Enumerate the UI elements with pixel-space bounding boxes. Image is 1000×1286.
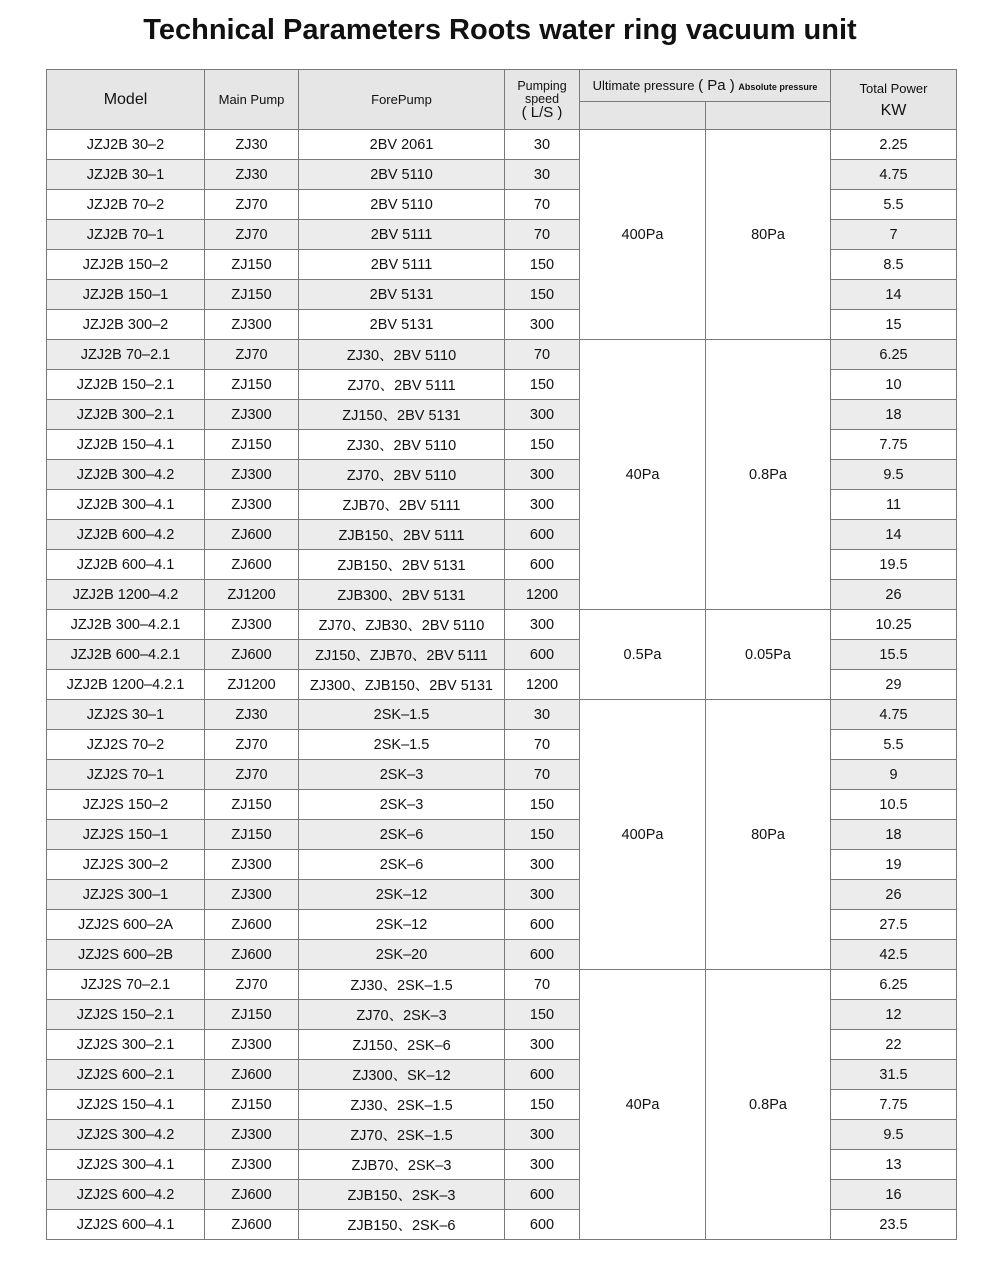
cell-pumping-speed: 600 xyxy=(505,1060,580,1090)
cell-main-pump: ZJ600 xyxy=(205,940,299,970)
cell-main-pump: ZJ300 xyxy=(205,1120,299,1150)
cell-pumping-speed: 300 xyxy=(505,310,580,340)
cell-fore-pump: ZJ150、2SK–6 xyxy=(299,1030,505,1060)
cell-total-power: 10.5 xyxy=(831,790,957,820)
cell-model: JZJ2S 150–4.1 xyxy=(47,1090,205,1120)
cell-main-pump: ZJ30 xyxy=(205,700,299,730)
cell-fore-pump: ZJ300、SK–12 xyxy=(299,1060,505,1090)
cell-fore-pump: ZJ70、2SK–3 xyxy=(299,1000,505,1030)
cell-model: JZJ2S 300–2.1 xyxy=(47,1030,205,1060)
cell-model: JZJ2B 600–4.2 xyxy=(47,520,205,550)
cell-main-pump: ZJ150 xyxy=(205,250,299,280)
cell-ultimate-pressure: 0.5Pa xyxy=(580,610,706,700)
cell-main-pump: ZJ150 xyxy=(205,820,299,850)
cell-main-pump: ZJ70 xyxy=(205,730,299,760)
cell-fore-pump: ZJ70、ZJB30、2BV 5110 xyxy=(299,610,505,640)
cell-fore-pump: 2SK–3 xyxy=(299,790,505,820)
cell-pumping-speed: 150 xyxy=(505,370,580,400)
table-row xyxy=(47,700,957,730)
cell-main-pump: ZJ600 xyxy=(205,550,299,580)
cell-absolute-pressure: 0.8Pa xyxy=(706,970,831,1240)
cell-fore-pump: ZJB150、2BV 5111 xyxy=(299,520,505,550)
cell-total-power: 9.5 xyxy=(831,1120,957,1150)
cell-pumping-speed: 300 xyxy=(505,850,580,880)
cell-pumping-speed: 150 xyxy=(505,820,580,850)
cell-pumping-speed: 300 xyxy=(505,400,580,430)
cell-absolute-pressure: 0.8Pa xyxy=(706,340,831,610)
cell-pumping-speed: 600 xyxy=(505,1210,580,1240)
cell-main-pump: ZJ150 xyxy=(205,790,299,820)
cell-fore-pump: 2SK–12 xyxy=(299,910,505,940)
cell-total-power: 19 xyxy=(831,850,957,880)
cell-pumping-speed: 70 xyxy=(505,340,580,370)
cell-total-power: 9 xyxy=(831,760,957,790)
cell-fore-pump: 2SK–1.5 xyxy=(299,700,505,730)
cell-fore-pump: 2SK–6 xyxy=(299,820,505,850)
cell-fore-pump: 2SK–20 xyxy=(299,940,505,970)
cell-main-pump: ZJ300 xyxy=(205,460,299,490)
cell-main-pump: ZJ300 xyxy=(205,490,299,520)
table-row xyxy=(47,970,957,1000)
cell-absolute-pressure: 80Pa xyxy=(706,130,831,340)
header-main-pump: Main Pump xyxy=(205,70,299,130)
table-row xyxy=(47,610,957,640)
cell-pumping-speed: 70 xyxy=(505,760,580,790)
header-ultimate-pressure: Ultimate pressure xyxy=(592,78,695,93)
cell-main-pump: ZJ600 xyxy=(205,640,299,670)
cell-total-power: 29 xyxy=(831,670,957,700)
cell-fore-pump: ZJ300、ZJB150、2BV 5131 xyxy=(299,670,505,700)
cell-fore-pump: 2SK–1.5 xyxy=(299,730,505,760)
cell-pumping-speed: 30 xyxy=(505,160,580,190)
cell-total-power: 10 xyxy=(831,370,957,400)
cell-main-pump: ZJ300 xyxy=(205,880,299,910)
cell-total-power: 26 xyxy=(831,880,957,910)
cell-total-power: 19.5 xyxy=(831,550,957,580)
cell-fore-pump: 2BV 2061 xyxy=(299,130,505,160)
cell-main-pump: ZJ70 xyxy=(205,220,299,250)
cell-main-pump: ZJ1200 xyxy=(205,580,299,610)
cell-total-power: 26 xyxy=(831,580,957,610)
cell-model: JZJ2S 600–4.1 xyxy=(47,1210,205,1240)
cell-model: JZJ2B 150–2 xyxy=(47,250,205,280)
cell-ultimate-pressure: 400Pa xyxy=(580,130,706,340)
cell-main-pump: ZJ300 xyxy=(205,310,299,340)
cell-pumping-speed: 70 xyxy=(505,190,580,220)
cell-main-pump: ZJ150 xyxy=(205,430,299,460)
cell-model: JZJ2B 150–2.1 xyxy=(47,370,205,400)
cell-pumping-speed: 30 xyxy=(505,130,580,160)
cell-fore-pump: ZJ70、2BV 5110 xyxy=(299,460,505,490)
cell-fore-pump: ZJB150、2SK–3 xyxy=(299,1180,505,1210)
header-speed-line2: speed xyxy=(524,92,560,106)
cell-main-pump: ZJ30 xyxy=(205,130,299,160)
table-header xyxy=(47,70,957,130)
cell-pumping-speed: 300 xyxy=(505,490,580,520)
cell-total-power: 10.25 xyxy=(831,610,957,640)
cell-total-power: 16 xyxy=(831,1180,957,1210)
cell-model: JZJ2S 600–2B xyxy=(47,940,205,970)
cell-main-pump: ZJ300 xyxy=(205,850,299,880)
cell-pumping-speed: 150 xyxy=(505,1090,580,1120)
cell-absolute-pressure: 0.05Pa xyxy=(706,610,831,700)
header-speed-line1: Pumping xyxy=(517,79,567,93)
cell-pumping-speed: 600 xyxy=(505,1180,580,1210)
cell-total-power: 7.75 xyxy=(831,1090,957,1120)
cell-main-pump: ZJ300 xyxy=(205,610,299,640)
cell-main-pump: ZJ150 xyxy=(205,280,299,310)
header-total-power xyxy=(831,70,957,130)
cell-main-pump: ZJ70 xyxy=(205,190,299,220)
cell-total-power: 42.5 xyxy=(831,940,957,970)
cell-model: JZJ2S 300–4.2 xyxy=(47,1120,205,1150)
cell-fore-pump: ZJ30、2BV 5110 xyxy=(299,340,505,370)
cell-pumping-speed: 600 xyxy=(505,940,580,970)
cell-total-power: 18 xyxy=(831,820,957,850)
cell-main-pump: ZJ70 xyxy=(205,970,299,1000)
cell-total-power: 12 xyxy=(831,1000,957,1030)
cell-model: JZJ2B 30–2 xyxy=(47,130,205,160)
cell-pumping-speed: 300 xyxy=(505,1120,580,1150)
cell-model: JZJ2B 30–1 xyxy=(47,160,205,190)
cell-pumping-speed: 600 xyxy=(505,640,580,670)
cell-pumping-speed: 300 xyxy=(505,1030,580,1060)
cell-pumping-speed: 70 xyxy=(505,970,580,1000)
cell-fore-pump: 2BV 5131 xyxy=(299,310,505,340)
cell-main-pump: ZJ150 xyxy=(205,370,299,400)
page-title: Technical Parameters Roots water ring vacuum unit xyxy=(143,14,857,46)
cell-main-pump: ZJ600 xyxy=(205,910,299,940)
cell-total-power: 14 xyxy=(831,520,957,550)
cell-ultimate-pressure: 400Pa xyxy=(580,700,706,970)
cell-pumping-speed: 600 xyxy=(505,520,580,550)
cell-model: JZJ2B 600–4.2.1 xyxy=(47,640,205,670)
cell-pumping-speed: 600 xyxy=(505,550,580,580)
cell-main-pump: ZJ1200 xyxy=(205,670,299,700)
cell-total-power: 14 xyxy=(831,280,957,310)
cell-total-power: 6.25 xyxy=(831,970,957,1000)
cell-total-power: 8.5 xyxy=(831,250,957,280)
parameters-table-container xyxy=(46,69,957,1240)
cell-pumping-speed: 600 xyxy=(505,910,580,940)
cell-model: JZJ2B 300–2.1 xyxy=(47,400,205,430)
cell-fore-pump: 2BV 5110 xyxy=(299,190,505,220)
cell-ultimate-pressure: 40Pa xyxy=(580,340,706,610)
cell-total-power: 2.25 xyxy=(831,130,957,160)
header-power-label: Total Power xyxy=(859,80,928,96)
header-power-unit: KW xyxy=(880,101,907,119)
cell-model: JZJ2B 600–4.1 xyxy=(47,550,205,580)
cell-total-power: 7 xyxy=(831,220,957,250)
header-speed-unit: ( L/S ) xyxy=(521,104,563,121)
cell-fore-pump: ZJB300、2BV 5131 xyxy=(299,580,505,610)
cell-fore-pump: ZJB150、2SK–6 xyxy=(299,1210,505,1240)
cell-model: JZJ2B 70–2 xyxy=(47,190,205,220)
cell-model: JZJ2S 30–1 xyxy=(47,700,205,730)
cell-model: JZJ2S 600–2A xyxy=(47,910,205,940)
cell-total-power: 7.75 xyxy=(831,430,957,460)
cell-fore-pump: ZJB150、2BV 5131 xyxy=(299,550,505,580)
header-ultimate-subcell xyxy=(580,102,706,130)
cell-main-pump: ZJ30 xyxy=(205,160,299,190)
cell-total-power: 6.25 xyxy=(831,340,957,370)
cell-total-power: 15 xyxy=(831,310,957,340)
cell-pumping-speed: 150 xyxy=(505,430,580,460)
header-pumping-speed xyxy=(505,70,580,130)
cell-fore-pump: ZJ70、2SK–1.5 xyxy=(299,1120,505,1150)
cell-main-pump: ZJ150 xyxy=(205,1090,299,1120)
cell-fore-pump: 2BV 5111 xyxy=(299,250,505,280)
cell-main-pump: ZJ70 xyxy=(205,760,299,790)
cell-total-power: 9.5 xyxy=(831,460,957,490)
cell-fore-pump: ZJ30、2SK–1.5 xyxy=(299,970,505,1000)
cell-total-power: 4.75 xyxy=(831,160,957,190)
table-row xyxy=(47,130,957,160)
cell-total-power: 4.75 xyxy=(831,700,957,730)
cell-pumping-speed: 300 xyxy=(505,460,580,490)
cell-total-power: 31.5 xyxy=(831,1060,957,1090)
cell-main-pump: ZJ300 xyxy=(205,1150,299,1180)
cell-model: JZJ2S 150–2.1 xyxy=(47,1000,205,1030)
cell-pumping-speed: 150 xyxy=(505,280,580,310)
cell-main-pump: ZJ600 xyxy=(205,1060,299,1090)
cell-model: JZJ2B 150–1 xyxy=(47,280,205,310)
cell-pumping-speed: 300 xyxy=(505,1150,580,1180)
cell-main-pump: ZJ600 xyxy=(205,1180,299,1210)
cell-fore-pump: 2SK–6 xyxy=(299,850,505,880)
cell-fore-pump: ZJ70、2BV 5111 xyxy=(299,370,505,400)
cell-main-pump: ZJ600 xyxy=(205,1210,299,1240)
cell-pumping-speed: 300 xyxy=(505,610,580,640)
cell-main-pump: ZJ70 xyxy=(205,340,299,370)
cell-pumping-speed: 1200 xyxy=(505,580,580,610)
cell-total-power: 13 xyxy=(831,1150,957,1180)
cell-fore-pump: 2BV 5110 xyxy=(299,160,505,190)
parameters-table xyxy=(46,69,957,1240)
cell-model: JZJ2S 300–1 xyxy=(47,880,205,910)
cell-model: JZJ2S 70–1 xyxy=(47,760,205,790)
cell-model: JZJ2B 70–1 xyxy=(47,220,205,250)
cell-ultimate-pressure: 40Pa xyxy=(580,970,706,1240)
cell-fore-pump: ZJB70、2SK–3 xyxy=(299,1150,505,1180)
cell-main-pump: ZJ300 xyxy=(205,400,299,430)
cell-fore-pump: ZJ150、2BV 5131 xyxy=(299,400,505,430)
cell-model: JZJ2S 600–4.2 xyxy=(47,1180,205,1210)
cell-fore-pump: 2BV 5131 xyxy=(299,280,505,310)
cell-fore-pump: 2SK–12 xyxy=(299,880,505,910)
cell-fore-pump: ZJB70、2BV 5111 xyxy=(299,490,505,520)
table-row xyxy=(47,340,957,370)
header-fore-pump: ForePump xyxy=(299,70,505,130)
cell-fore-pump: ZJ150、ZJB70、2BV 5111 xyxy=(299,640,505,670)
header-absolute-pressure: Absolute pressure xyxy=(738,82,818,92)
cell-model: JZJ2S 150–2 xyxy=(47,790,205,820)
cell-model: JZJ2B 1200–4.2 xyxy=(47,580,205,610)
cell-pumping-speed: 150 xyxy=(505,1000,580,1030)
cell-pumping-speed: 1200 xyxy=(505,670,580,700)
cell-pumping-speed: 150 xyxy=(505,790,580,820)
cell-model: JZJ2B 1200–4.2.1 xyxy=(47,670,205,700)
cell-fore-pump: ZJ30、2BV 5110 xyxy=(299,430,505,460)
cell-absolute-pressure: 80Pa xyxy=(706,700,831,970)
cell-pumping-speed: 150 xyxy=(505,250,580,280)
cell-model: JZJ2B 300–4.1 xyxy=(47,490,205,520)
cell-model: JZJ2S 600–2.1 xyxy=(47,1060,205,1090)
cell-main-pump: ZJ300 xyxy=(205,1030,299,1060)
cell-total-power: 22 xyxy=(831,1030,957,1060)
header-pressure xyxy=(580,70,831,102)
cell-main-pump: ZJ150 xyxy=(205,1000,299,1030)
cell-model: JZJ2S 300–2 xyxy=(47,850,205,880)
cell-pumping-speed: 300 xyxy=(505,880,580,910)
cell-total-power: 23.5 xyxy=(831,1210,957,1240)
cell-total-power: 11 xyxy=(831,490,957,520)
cell-total-power: 5.5 xyxy=(831,190,957,220)
cell-total-power: 5.5 xyxy=(831,730,957,760)
cell-model: JZJ2S 150–1 xyxy=(47,820,205,850)
cell-pumping-speed: 70 xyxy=(505,730,580,760)
cell-pumping-speed: 30 xyxy=(505,700,580,730)
cell-fore-pump: ZJ30、2SK–1.5 xyxy=(299,1090,505,1120)
cell-model: JZJ2B 300–4.2.1 xyxy=(47,610,205,640)
cell-fore-pump: 2SK–3 xyxy=(299,760,505,790)
cell-main-pump: ZJ600 xyxy=(205,520,299,550)
cell-model: JZJ2B 150–4.1 xyxy=(47,430,205,460)
cell-model: JZJ2S 70–2.1 xyxy=(47,970,205,1000)
cell-fore-pump: 2BV 5111 xyxy=(299,220,505,250)
table-body xyxy=(47,130,957,1240)
cell-model: JZJ2B 300–2 xyxy=(47,310,205,340)
cell-total-power: 15.5 xyxy=(831,640,957,670)
header-pressure-unit: ( Pa ) xyxy=(698,77,735,94)
cell-model: JZJ2S 70–2 xyxy=(47,730,205,760)
cell-pumping-speed: 70 xyxy=(505,220,580,250)
cell-model: JZJ2B 300–4.2 xyxy=(47,460,205,490)
header-absolute-subcell xyxy=(706,102,831,130)
cell-model: JZJ2S 300–4.1 xyxy=(47,1150,205,1180)
header-model: Model xyxy=(47,70,205,130)
cell-model: JZJ2B 70–2.1 xyxy=(47,340,205,370)
cell-total-power: 18 xyxy=(831,400,957,430)
cell-total-power: 27.5 xyxy=(831,910,957,940)
